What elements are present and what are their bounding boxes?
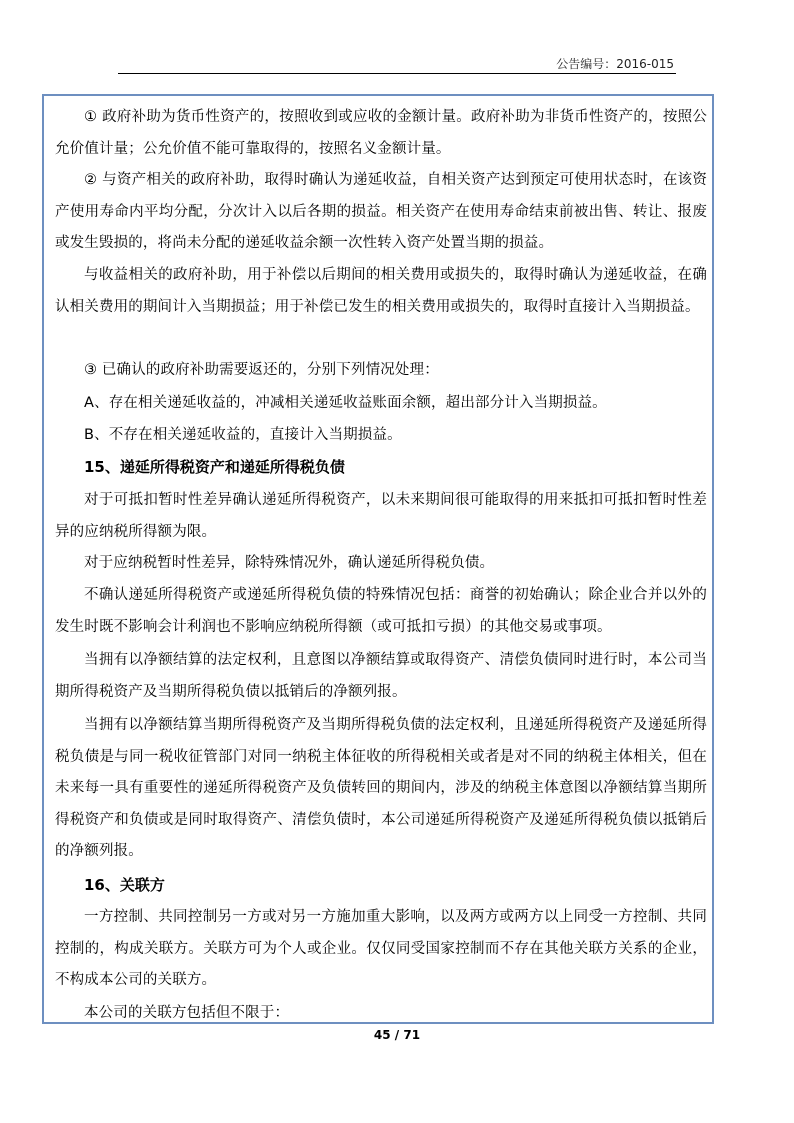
page-number: 45 / 71 (373, 1028, 421, 1042)
paragraph-refund-b: B、不存在相关递延收益的，直接计入当期损益。 (84, 427, 402, 443)
paragraph-deferred-tax-offset: 当拥有以净额结算当期所得税资产及当期所得税负债的法定权利，且递延所得税资产及递延所得税负债是与同一税收征管部门对同一纳税主体征收的所得税相关或者是对不同的纳税主体相关，但在未来每一具有重要性的递延所得税资产及负债转回的期间内，涉及的纳税主体意图以净额结算当期所得税资产和负债或是同时取得资产、清偿负债时，本公司递延所得税资产及递延所得税负债以抵销后的净额列报。 (55, 717, 707, 859)
paragraph-grant-monetary: ① 政府补助为货币性资产的，按照收到或应收的金额计量。政府补助为非货币性资产的，按照公允价值计量；公允价值不能可靠取得的，按照名义金额计量。 (55, 109, 707, 157)
paragraph-refund-a: A、存在相关递延收益的，冲减相关递延收益账面余额，超出部分计入当期损益。 (84, 395, 607, 411)
paragraph-deferred-tax-asset: 对于可抵扣暂时性差异确认递延所得税资产，以未来期间很可能取得的用来抵扣可抵扣暂时性差异的应纳税所得额为限。 (55, 492, 707, 540)
section-heading-15: 15、递延所得税资产和递延所得税负债 (84, 458, 345, 476)
paragraph-grant-asset-related: ② 与资产相关的政府补助，取得时确认为递延收益，自相关资产达到预定可使用状态时，在该资产使用寿命内平均分配，分次计入以后各期的损益。相关资产在使用寿命结束前被出售、转让、报废或发生毁损的，将尚未分配的递延收益余额一次性转入资产处置当期的损益。 (55, 172, 707, 251)
paragraph-deferred-tax-liability: 对于应纳税暂时性差异，除特殊情况外，确认递延所得税负债。 (84, 555, 495, 571)
paragraph-related-party-definition: 一方控制、共同控制另一方或对另一方施加重大影响，以及两方或两方以上同受一方控制、共同控制的，构成关联方。关联方可为个人或企业。仅仅同受国家控制而不存在其他关联方关系的企业，不构成本公司的关联方。 (55, 909, 707, 988)
paragraph-special-cases: 不确认递延所得税资产或递延所得税负债的特殊情况包括：商誉的初始确认；除企业合并以外的发生时既不影响会计利润也不影响应纳税所得额（或可抵扣亏损）的其他交易或事项。 (55, 587, 707, 635)
announcement-number: 公告编号：2016-015 (556, 57, 674, 71)
section-heading-16: 16、关联方 (84, 876, 165, 894)
paragraph-current-tax-offset: 当拥有以净额结算的法定权利，且意图以净额结算或取得资产、清偿负债同时进行时，本公司当期所得税资产及当期所得税负债以抵销后的净额列报。 (55, 652, 707, 700)
paragraph-grant-refund: ③ 已确认的政府补助需要返还的，分别下列情况处理： (84, 362, 439, 378)
header-divider (118, 73, 676, 74)
paragraph-grant-income-related: 与收益相关的政府补助，用于补偿以后期间的相关费用或损失的，取得时确认为递延收益，在确认相关费用的期间计入当期损益；用于补偿已发生的相关费用或损失的，取得时直接计入当期损益。 (55, 267, 707, 315)
paragraph-related-party-list-intro: 本公司的关联方包括但不限于： (84, 1005, 290, 1021)
